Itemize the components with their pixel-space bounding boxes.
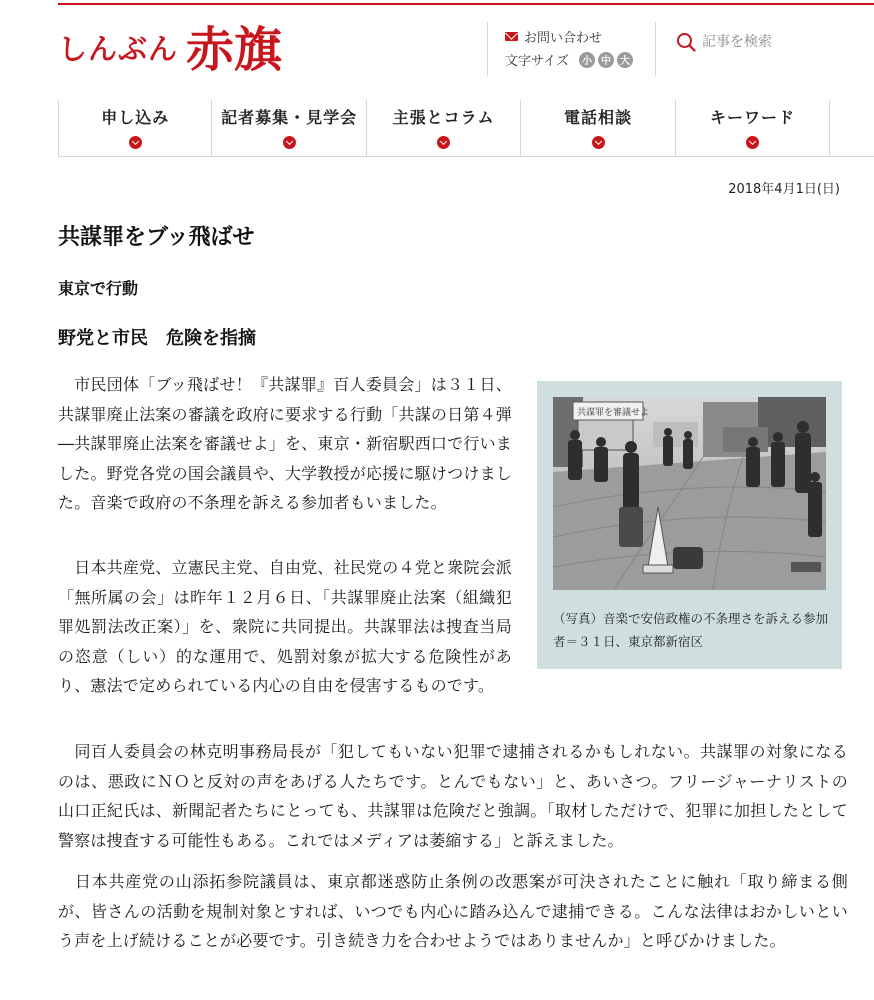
- top-accent-rule: [58, 3, 874, 5]
- chevron-down-icon: [129, 136, 142, 149]
- logo-text-small: しんぶん: [58, 32, 179, 66]
- nav-item-label: キーワード: [709, 108, 795, 127]
- search-input[interactable]: [702, 34, 874, 50]
- chevron-down-icon: [437, 136, 450, 149]
- article-paragraph: 日本共産党、立憲民主党、自由党、社民党の４党と衆院会派「無所属の会」は昨年１２月６日、「共謀罪廃止法案（組織犯罪処罰法改正案）」を、衆院に共同提出。共謀罪法は捜査当局の恣意（しい）的な運用で、処罰対象が拡大する危険性があり、憲法で定められている内心の自由を侵害するものです。: [58, 558, 512, 695]
- nav-item-label: 電話相談: [564, 108, 633, 127]
- search-box: [676, 32, 874, 52]
- article-subheadline: 野党と市民 危険を指摘: [58, 328, 256, 349]
- article-subheadline: 東京で行動: [58, 279, 139, 298]
- font-size-control: [505, 50, 633, 69]
- nav-item-label: 記者募集・見学会: [221, 108, 358, 127]
- nav-item-label: 主張とコラム: [392, 108, 495, 127]
- search-icon[interactable]: [676, 32, 696, 52]
- article-headline: 共謀罪をブッ飛ばせ: [58, 225, 255, 250]
- nav-item-keyword[interactable]: [675, 100, 829, 156]
- font-size-large-button[interactable]: 大: [617, 52, 633, 68]
- font-size-medium-button[interactable]: 中: [598, 52, 614, 68]
- contact-label: お問い合わせ: [524, 31, 603, 46]
- nav-item-phone-consult[interactable]: [520, 100, 674, 156]
- nav-item-recruitment[interactable]: [211, 100, 365, 156]
- font-size-small-button[interactable]: 小: [579, 52, 595, 68]
- mail-icon: [505, 32, 518, 41]
- logo-text-big: 赤旗: [186, 22, 283, 78]
- nav-item-opinion[interactable]: [366, 100, 520, 156]
- nav-item-label: 申し込み: [101, 108, 170, 127]
- chevron-down-icon: [592, 136, 605, 149]
- site-logo[interactable]: [58, 16, 282, 76]
- photo-caption: （写真）音楽で安倍政権の不条理さを訴える参加者＝３１日、東京都新宿区: [553, 611, 829, 649]
- nav-item-more[interactable]: [829, 100, 874, 156]
- article-paragraph: 日本共産党の山添拓参院議員は、東京都迷惑防止条例の改悪案が可決されたことに触れ「取り締まる側が、皆さんの活動を規制対象とすれば、いつでも内心に踏み込んで逮捕できる。こんな法律はおかしいという声を上げ続けることが必要です。引き続き力を合わせようではありませんか」と呼びかけました。: [58, 872, 848, 950]
- photo-banner-text: 共謀罪を審議せよ: [577, 408, 650, 418]
- chevron-down-icon: [746, 136, 759, 149]
- nav-item-subscribe[interactable]: [58, 100, 211, 156]
- article-photo[interactable]: [553, 397, 826, 590]
- header-divider: [655, 22, 656, 76]
- chevron-down-icon: [283, 136, 296, 149]
- header-divider: [487, 22, 488, 76]
- article-date: 2018年4月1日(日): [728, 182, 840, 197]
- photo-figure: [537, 381, 842, 669]
- main-nav: [58, 100, 874, 157]
- contact-link[interactable]: [505, 27, 602, 46]
- article-paragraph: 市民団体「ブッ飛ばせ！『共謀罪』百人委員会」は３１日、共謀罪廃止法案の審議を政府に要求する行動「共謀の日第４弾―共謀罪廃止法案を審議せよ」を、東京・新宿駅西口で行いました。野党各党の国会議員や、大学教授が応援に駆けつけました。音楽で政府の不条理を訴える参加者もいました。: [58, 375, 512, 512]
- font-size-label: 文字サイズ: [505, 54, 569, 69]
- article-paragraph: 同百人委員会の林克明事務局長が「犯してもいない犯罪で逮捕されるかもしれない。共謀罪の対象になるのは、悪政にＮＯと反対の声をあげる人たちです。とんでもない」と、あいさつ。フリージャーナリストの山口正紀氏は、新聞記者たちにとっても、共謀罪は危険だと強調。「取材しただけで、犯罪に加担したとして警察は捜査する可能性もある。これではメディアは萎縮する」と訴えました。: [58, 742, 848, 850]
